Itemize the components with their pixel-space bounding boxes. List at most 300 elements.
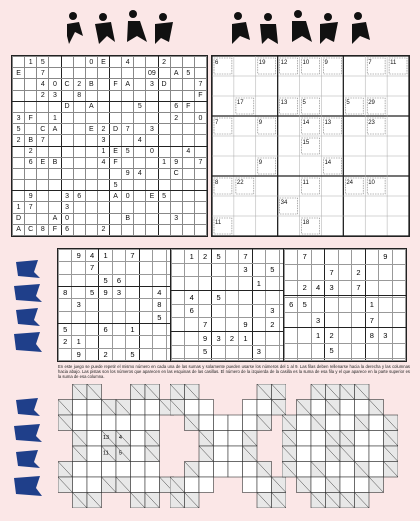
sudoku16-cell[interactable]: 7 xyxy=(25,202,37,213)
sudoku16-cell[interactable] xyxy=(97,202,109,213)
sudoku16-cell[interactable]: C xyxy=(170,168,182,179)
sudoku16-cell[interactable] xyxy=(146,135,158,146)
sudoku16-cell[interactable]: 6 xyxy=(170,101,182,112)
sudoku9-cell[interactable] xyxy=(325,313,338,328)
sudoku16-cell[interactable] xyxy=(122,90,134,101)
sudoku16-cell[interactable]: 2 xyxy=(170,112,182,123)
sudoku9-cell[interactable] xyxy=(59,250,72,262)
sudoku16-cell[interactable] xyxy=(73,135,85,146)
sudoku9-cell[interactable] xyxy=(112,311,125,323)
sudoku16-cell[interactable] xyxy=(73,124,85,135)
sudoku16-cell[interactable] xyxy=(182,224,194,235)
sudoku16-cell[interactable] xyxy=(85,180,97,191)
sudoku16-cell[interactable]: 5 xyxy=(182,68,194,79)
sudoku16-cell[interactable] xyxy=(49,101,61,112)
sudoku9-cell[interactable] xyxy=(285,359,298,361)
sudoku16-cell[interactable] xyxy=(49,168,61,179)
sudoku16-cell[interactable] xyxy=(134,112,146,123)
sudoku16-cell[interactable]: B xyxy=(49,157,61,168)
sudoku16-cell[interactable]: 6 xyxy=(73,191,85,202)
sudoku9-cell[interactable] xyxy=(252,263,265,277)
sudoku9-cell[interactable] xyxy=(285,280,298,295)
sudoku9-cell[interactable] xyxy=(311,250,324,265)
kakuro-white-cell[interactable] xyxy=(297,415,312,431)
sudoku16-cell[interactable]: A xyxy=(170,68,182,79)
sudoku9-cell[interactable] xyxy=(185,332,198,346)
kakuro-white-cell[interactable] xyxy=(311,400,326,416)
sudoku9-cell[interactable]: 4 xyxy=(153,286,166,298)
sudoku16-cell[interactable]: 3 xyxy=(61,202,73,213)
sudoku16-cell[interactable] xyxy=(110,68,122,79)
kakuro-white-cell[interactable] xyxy=(297,462,312,478)
sudoku16-cell[interactable] xyxy=(85,168,97,179)
kakuro-white-cell[interactable] xyxy=(73,477,88,493)
sudoku9-cell[interactable] xyxy=(392,328,406,343)
kakuro-white-cell[interactable] xyxy=(355,431,370,447)
sudoku9-cell[interactable]: 4 xyxy=(311,280,324,295)
sudoku16-cell[interactable]: 5 xyxy=(134,101,146,112)
sudoku9-cell[interactable] xyxy=(153,323,166,335)
kakuro-white-cell[interactable] xyxy=(116,462,131,478)
sudoku16-cell[interactable] xyxy=(194,68,206,79)
sudoku16-cell[interactable] xyxy=(13,79,25,90)
sudoku9-cell[interactable] xyxy=(99,299,112,311)
sudoku16-cell[interactable] xyxy=(134,124,146,135)
sudoku16-cell[interactable]: E xyxy=(37,157,49,168)
sudoku16-cell[interactable]: A xyxy=(49,213,61,224)
sudoku16-cell[interactable] xyxy=(134,68,146,79)
sudoku9-cell[interactable]: 6 xyxy=(185,304,198,318)
sudoku16-cell[interactable] xyxy=(146,180,158,191)
sudoku9-cell[interactable]: 1 xyxy=(252,277,265,291)
sudoku16-cell[interactable] xyxy=(61,68,73,79)
kakuro-white-cell[interactable] xyxy=(369,446,384,462)
sudoku9-cell[interactable] xyxy=(266,277,279,291)
sudoku9-cell[interactable] xyxy=(392,280,406,295)
sudoku9-cell[interactable] xyxy=(338,328,351,343)
sudoku9-cell[interactable] xyxy=(225,291,238,305)
sudoku16-cell[interactable] xyxy=(134,79,146,90)
sudoku9-cell[interactable] xyxy=(59,348,72,360)
sudoku16-cell[interactable] xyxy=(134,180,146,191)
sudoku9-cell[interactable]: 5 xyxy=(266,263,279,277)
sudoku16-cell[interactable] xyxy=(158,135,170,146)
sudoku16-cell[interactable] xyxy=(194,224,206,235)
sudoku9-cell[interactable] xyxy=(85,348,98,360)
sudoku9-cell[interactable] xyxy=(99,336,112,348)
sudoku9-cell[interactable] xyxy=(365,280,378,295)
sudoku16-cell[interactable] xyxy=(85,191,97,202)
sudoku16-cell[interactable] xyxy=(158,112,170,123)
kakuro-white-cell[interactable] xyxy=(257,477,272,493)
kakuro-white-cell[interactable] xyxy=(214,415,229,431)
sudoku16-cell[interactable] xyxy=(85,224,97,235)
sudoku9-cell[interactable] xyxy=(325,297,338,312)
sudoku9-cell[interactable] xyxy=(338,280,351,295)
sudoku16-cell[interactable]: C xyxy=(61,79,73,90)
sudoku9-cell[interactable]: 2 xyxy=(266,318,279,332)
sudoku16-cell[interactable] xyxy=(170,124,182,135)
sudoku16-cell[interactable] xyxy=(25,168,37,179)
sudoku16-cell[interactable] xyxy=(194,101,206,112)
sudoku9-cell[interactable] xyxy=(126,286,139,298)
sudoku9-cell[interactable] xyxy=(298,265,311,280)
sudoku16-cell[interactable] xyxy=(61,135,73,146)
sudoku16-cell[interactable] xyxy=(182,157,194,168)
sudoku16-cell[interactable] xyxy=(134,213,146,224)
sudoku9-cell[interactable]: 5 xyxy=(198,345,211,359)
sudoku9-cell[interactable] xyxy=(365,359,378,361)
kakuro-white-cell[interactable] xyxy=(326,462,341,478)
sudoku9-cell[interactable]: 4 xyxy=(185,291,198,305)
sudoku16-cell[interactable] xyxy=(110,224,122,235)
sudoku16-cell[interactable] xyxy=(13,90,25,101)
sudoku9-cell[interactable]: 9 xyxy=(99,286,112,298)
sudoku9-cell[interactable] xyxy=(311,297,324,312)
sudoku16-cell[interactable]: E xyxy=(110,146,122,157)
sudoku16-cell[interactable]: 5 xyxy=(37,57,49,68)
sudoku9-cell[interactable]: 5 xyxy=(212,291,225,305)
sudoku16-cell[interactable] xyxy=(146,202,158,213)
sudoku16-cell[interactable]: 2 xyxy=(37,90,49,101)
kakuro-white-cell[interactable] xyxy=(214,431,229,447)
sudoku9-cell[interactable] xyxy=(252,359,265,361)
sudoku9-cell[interactable] xyxy=(139,299,152,311)
kakuro-white-cell[interactable] xyxy=(145,462,160,478)
sudoku9-cell[interactable] xyxy=(185,318,198,332)
sudoku9-cell[interactable]: 9 xyxy=(72,348,85,360)
sudoku9-cell[interactable]: 9 xyxy=(72,250,85,262)
sudoku16-cell[interactable]: 0 xyxy=(61,213,73,224)
sudoku9-cell[interactable] xyxy=(212,277,225,291)
kakuro-white-cell[interactable] xyxy=(87,446,102,462)
sudoku9-cell[interactable] xyxy=(379,359,392,361)
kakuro-white-cell[interactable] xyxy=(102,415,117,431)
sudoku16-cell[interactable] xyxy=(85,68,97,79)
kakuro-white-cell[interactable] xyxy=(297,446,312,462)
kakuro-white-cell[interactable] xyxy=(199,415,214,431)
sudoku16-cell[interactable]: 6 xyxy=(61,224,73,235)
sudoku16-cell[interactable] xyxy=(61,146,73,157)
sudoku16-cell[interactable]: A xyxy=(122,79,134,90)
sudoku16-cell[interactable]: F xyxy=(110,79,122,90)
sudoku9-cell[interactable] xyxy=(352,328,365,343)
sudoku9-cell[interactable] xyxy=(298,313,311,328)
sudoku16-cell[interactable] xyxy=(37,146,49,157)
sudoku9-cell[interactable]: 8 xyxy=(365,328,378,343)
sudoku16-cell[interactable] xyxy=(25,213,37,224)
sudoku9-cell[interactable] xyxy=(185,345,198,359)
sudoku9-cell[interactable]: 7 xyxy=(126,250,139,262)
sudoku16-cell[interactable] xyxy=(110,90,122,101)
kakuro-white-cell[interactable] xyxy=(87,400,102,416)
sudoku9-cell[interactable] xyxy=(392,250,406,265)
kakuro-white-cell[interactable] xyxy=(87,431,102,447)
sudoku9-cell[interactable] xyxy=(59,274,72,286)
sudoku16-cell[interactable]: 2 xyxy=(73,79,85,90)
sudoku9-cell[interactable] xyxy=(311,265,324,280)
kakuro-white-cell[interactable] xyxy=(326,415,341,431)
kakuro-white-cell[interactable] xyxy=(340,462,355,478)
sudoku9-cell[interactable] xyxy=(379,297,392,312)
sudoku9-cell[interactable] xyxy=(379,265,392,280)
sudoku9-cell[interactable] xyxy=(139,274,152,286)
sudoku9-cell[interactable] xyxy=(379,343,392,358)
kakuro-white-cell[interactable] xyxy=(214,446,229,462)
sudoku9-cell[interactable] xyxy=(285,328,298,343)
sudoku9-cell[interactable]: 1 xyxy=(185,250,198,264)
sudoku9-cell[interactable] xyxy=(85,323,98,335)
sudoku16-cell[interactable] xyxy=(110,202,122,213)
sudoku16-cell[interactable] xyxy=(146,168,158,179)
sudoku9-cell[interactable]: 7 xyxy=(239,250,252,264)
sudoku9-cell[interactable]: 3 xyxy=(252,345,265,359)
sudoku9-cell[interactable] xyxy=(352,250,365,265)
sudoku9-cell[interactable] xyxy=(352,359,365,361)
sudoku9-cell[interactable]: 7 xyxy=(298,250,311,265)
sudoku16-cell[interactable]: 5 xyxy=(158,191,170,202)
sudoku9-cell[interactable] xyxy=(139,348,152,360)
sudoku9-cell[interactable] xyxy=(72,274,85,286)
kakuro-white-cell[interactable] xyxy=(131,415,146,431)
sudoku9-cell[interactable]: 5 xyxy=(59,323,72,335)
kakuro-white-cell[interactable] xyxy=(131,446,146,462)
sudoku9-cell[interactable] xyxy=(198,291,211,305)
sudoku9-cell[interactable] xyxy=(198,304,211,318)
sudoku9-cell[interactable] xyxy=(352,313,365,328)
sudoku16-cell[interactable]: 0 xyxy=(194,112,206,123)
sudoku16-cell[interactable] xyxy=(170,57,182,68)
sudoku9-cell[interactable]: 6 xyxy=(112,274,125,286)
sudoku16-cell[interactable]: 9 xyxy=(170,157,182,168)
sudoku9-cell[interactable] xyxy=(153,336,166,348)
sudoku16-cell[interactable]: 7 xyxy=(37,68,49,79)
kakuro-white-cell[interactable] xyxy=(355,400,370,416)
sudoku16-cell[interactable]: 0 xyxy=(49,79,61,90)
kakuro-white-cell[interactable] xyxy=(87,415,102,431)
sudoku9-cell[interactable] xyxy=(266,332,279,346)
sudoku16-cell[interactable] xyxy=(182,124,194,135)
sudoku16-cell[interactable] xyxy=(182,112,194,123)
kakuro-white-cell[interactable] xyxy=(87,477,102,493)
sudoku16-cell[interactable] xyxy=(170,146,182,157)
sudoku16-cell[interactable] xyxy=(134,57,146,68)
sudoku9-cell[interactable] xyxy=(285,265,298,280)
sudoku9-cell[interactable]: 5 xyxy=(99,274,112,286)
sudoku16-cell[interactable] xyxy=(182,191,194,202)
sudoku9-cell[interactable] xyxy=(212,263,225,277)
sudoku9-cell[interactable] xyxy=(252,250,265,264)
sudoku9-cell[interactable]: 2 xyxy=(352,265,365,280)
sudoku9-cell[interactable] xyxy=(392,297,406,312)
sudoku16-cell[interactable] xyxy=(37,112,49,123)
sudoku9-cell[interactable] xyxy=(239,304,252,318)
sudoku9-cell[interactable] xyxy=(126,262,139,274)
sudoku9-cell[interactable] xyxy=(185,263,198,277)
sudoku9-cell[interactable]: 1 xyxy=(365,297,378,312)
sudoku9-cell[interactable] xyxy=(311,343,324,358)
sudoku9-cell[interactable] xyxy=(266,291,279,305)
sudoku9-cell[interactable] xyxy=(112,348,125,360)
sudoku16-cell[interactable] xyxy=(194,57,206,68)
kakuro-white-cell[interactable] xyxy=(369,462,384,478)
sudoku9-cell[interactable] xyxy=(212,304,225,318)
sudoku9-cell[interactable] xyxy=(72,286,85,298)
sudoku9-cell[interactable] xyxy=(126,299,139,311)
sudoku16-cell[interactable] xyxy=(158,202,170,213)
sudoku16-cell[interactable] xyxy=(110,101,122,112)
sudoku9-cell[interactable]: 3 xyxy=(266,304,279,318)
sudoku16-cell[interactable] xyxy=(110,168,122,179)
kakuro-white-cell[interactable] xyxy=(257,400,272,416)
kakuro-white-cell[interactable] xyxy=(185,400,200,416)
sudoku9-cell[interactable] xyxy=(298,328,311,343)
sudoku9-cell[interactable] xyxy=(139,336,152,348)
sudoku16-cell[interactable] xyxy=(49,68,61,79)
sudoku9-cell[interactable] xyxy=(225,359,238,361)
sudoku16-cell[interactable] xyxy=(194,213,206,224)
sudoku9-cell[interactable] xyxy=(352,297,365,312)
sudoku16-cell[interactable] xyxy=(182,168,194,179)
sudoku9-cell[interactable] xyxy=(112,323,125,335)
sudoku16-cell[interactable] xyxy=(194,202,206,213)
sudoku16-cell[interactable] xyxy=(122,180,134,191)
sudoku16-cell[interactable]: 1 xyxy=(49,112,61,123)
sudoku16-cell[interactable] xyxy=(146,157,158,168)
sudoku9-cell[interactable] xyxy=(365,265,378,280)
sudoku16-cell[interactable] xyxy=(25,101,37,112)
sudoku9-cell[interactable] xyxy=(298,343,311,358)
sudoku9-cell[interactable] xyxy=(72,323,85,335)
sudoku16-cell[interactable]: 5 xyxy=(110,180,122,191)
sudoku16-cell[interactable] xyxy=(73,224,85,235)
sudoku9-cell[interactable]: 3 xyxy=(239,263,252,277)
sudoku16-cell[interactable] xyxy=(194,146,206,157)
sudoku9-cell[interactable]: 1 xyxy=(126,323,139,335)
sudoku9-cell[interactable] xyxy=(139,311,152,323)
sudoku16-cell[interactable]: 4 xyxy=(37,79,49,90)
sudoku16-cell[interactable]: C xyxy=(25,224,37,235)
sudoku16-cell[interactable]: 3 xyxy=(146,79,158,90)
sudoku16-cell[interactable] xyxy=(158,168,170,179)
kakuro-white-cell[interactable] xyxy=(214,462,229,478)
sudoku9-cell[interactable] xyxy=(225,318,238,332)
sudoku16-cell[interactable]: 1 xyxy=(97,146,109,157)
sudoku16-cell[interactable] xyxy=(85,202,97,213)
sudoku16-cell[interactable]: 7 xyxy=(194,79,206,90)
sudoku9-cell[interactable] xyxy=(126,311,139,323)
kakuro-white-cell[interactable] xyxy=(311,477,326,493)
sudoku9-cell[interactable] xyxy=(338,250,351,265)
sudoku16-cell[interactable] xyxy=(158,90,170,101)
kakuro-white-cell[interactable] xyxy=(131,431,146,447)
sudoku9-cell[interactable] xyxy=(85,336,98,348)
sudoku16-cell[interactable]: F xyxy=(182,101,194,112)
sudoku9-cell[interactable] xyxy=(266,345,279,359)
sudoku16-cell[interactable] xyxy=(110,135,122,146)
sudoku16-cell[interactable] xyxy=(37,213,49,224)
kakuro-white-cell[interactable] xyxy=(199,400,214,416)
sudoku16-cell[interactable] xyxy=(61,112,73,123)
sudoku16-cell[interactable]: B xyxy=(85,79,97,90)
kakuro-white-cell[interactable] xyxy=(185,477,200,493)
kakuro-white-cell[interactable] xyxy=(243,462,258,478)
sudoku9-cell[interactable] xyxy=(225,250,238,264)
sudoku9-cell[interactable] xyxy=(212,318,225,332)
sudoku16-cell[interactable] xyxy=(158,68,170,79)
sudoku9-cell[interactable] xyxy=(252,332,265,346)
sudoku16-cell[interactable]: 2 xyxy=(97,124,109,135)
sudoku9-cell[interactable] xyxy=(153,250,166,262)
kakuro-white-cell[interactable] xyxy=(131,400,146,416)
sudoku16-cell[interactable]: 8 xyxy=(73,90,85,101)
sudoku16-cell[interactable] xyxy=(134,191,146,202)
sudoku9-cell[interactable] xyxy=(185,277,198,291)
sudoku16-cell[interactable] xyxy=(134,224,146,235)
sudoku16-cell[interactable] xyxy=(97,168,109,179)
sudoku9-cell[interactable] xyxy=(172,332,185,346)
sudoku16-cell[interactable]: 3 xyxy=(146,124,158,135)
kakuro-white-cell[interactable] xyxy=(73,415,88,431)
sudoku16-cell[interactable]: 09 xyxy=(146,68,158,79)
sudoku16-cell[interactable]: B xyxy=(122,213,134,224)
kakuro-white-cell[interactable] xyxy=(228,415,243,431)
sudoku9-cell[interactable] xyxy=(212,359,225,361)
sudoku9-cell[interactable] xyxy=(379,313,392,328)
sudoku16-cell[interactable] xyxy=(73,57,85,68)
sudoku9-cell[interactable] xyxy=(112,262,125,274)
sudoku16-cell[interactable] xyxy=(49,57,61,68)
kakuro-white-cell[interactable] xyxy=(243,477,258,493)
sudoku9-cell[interactable] xyxy=(59,262,72,274)
sudoku9-cell[interactable]: 2 xyxy=(225,332,238,346)
sudoku9-cell[interactable]: 9 xyxy=(379,250,392,265)
sudoku16-cell[interactable]: 0 xyxy=(146,146,158,157)
sudoku9-cell[interactable]: 9 xyxy=(239,318,252,332)
kakuro-white-cell[interactable] xyxy=(199,477,214,493)
sudoku16-cell[interactable] xyxy=(97,101,109,112)
kakuro-white-cell[interactable] xyxy=(311,446,326,462)
kakuro-white-cell[interactable] xyxy=(311,431,326,447)
sudoku16-cell[interactable] xyxy=(49,135,61,146)
sudoku9-cell[interactable] xyxy=(311,359,324,361)
sudoku9-cell[interactable] xyxy=(392,359,406,361)
sudoku9-cell[interactable] xyxy=(239,345,252,359)
sudoku9-cell[interactable] xyxy=(225,263,238,277)
sudoku16-cell[interactable] xyxy=(85,157,97,168)
sudoku16-cell[interactable]: 5 xyxy=(122,146,134,157)
sudoku9-cell[interactable] xyxy=(285,313,298,328)
sudoku16-cell[interactable]: 7 xyxy=(122,124,134,135)
sudoku9-cell[interactable] xyxy=(252,291,265,305)
sudoku16-cell[interactable] xyxy=(97,68,109,79)
sudoku9-cell[interactable] xyxy=(59,311,72,323)
sudoku9-cell[interactable]: 2 xyxy=(198,250,211,264)
sudoku9-cell[interactable] xyxy=(172,250,185,264)
sudoku9-cell[interactable] xyxy=(99,262,112,274)
sudoku9-cell[interactable] xyxy=(298,359,311,361)
sudoku16-cell[interactable] xyxy=(170,191,182,202)
sudoku16-cell[interactable]: A xyxy=(49,124,61,135)
sudoku16-cell[interactable] xyxy=(110,213,122,224)
sudoku16-cell[interactable]: 3 xyxy=(13,112,25,123)
sudoku16-cell[interactable] xyxy=(182,90,194,101)
sudoku9-cell[interactable] xyxy=(172,263,185,277)
kakuro-white-cell[interactable] xyxy=(355,446,370,462)
sudoku16-cell[interactable] xyxy=(158,224,170,235)
sudoku9-cell[interactable]: 3 xyxy=(112,286,125,298)
sudoku9-cell[interactable] xyxy=(198,277,211,291)
